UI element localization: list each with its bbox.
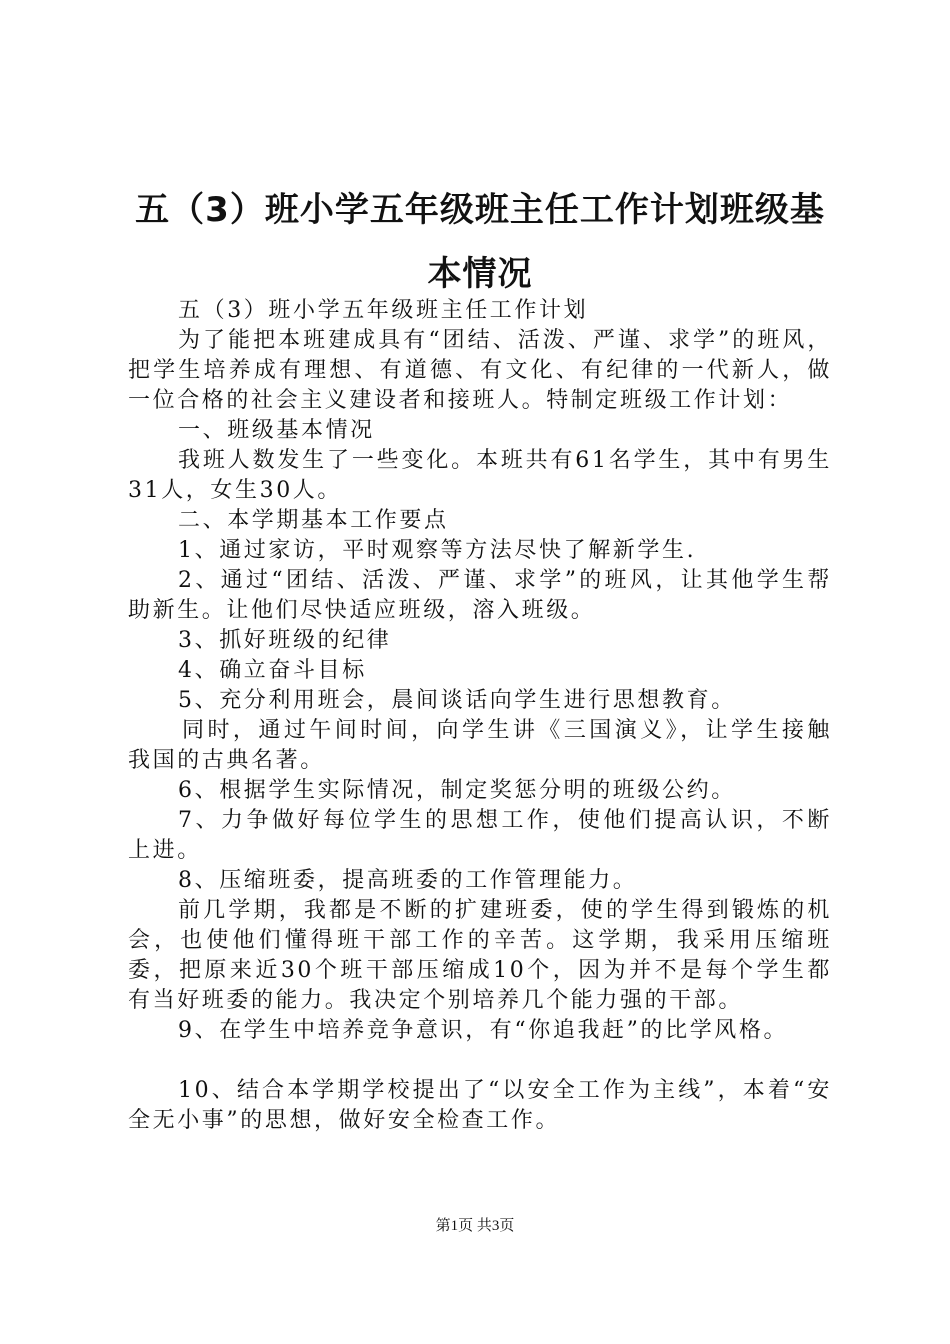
list-item-4: 4、确立奋斗目标 xyxy=(178,658,367,683)
paragraph-gap xyxy=(128,1046,832,1076)
list-item-8: 8、压缩班委，提高班委的工作管理能力。 xyxy=(178,868,638,893)
list-item-10: 10、结合本学期学校提出了“以安全工作为主线”，本着“安全无小事”的思想，做好安全检查工作。 xyxy=(128,1078,832,1133)
paragraph-classics-reading: 同时，通过午间时间，向学生讲《三国演义》，让学生接触我国的古典名著。 xyxy=(128,718,832,773)
paragraph-class-size: 我班人数发生了一些变化。本班共有61名学生，其中有男生31人，女生30人。 xyxy=(128,448,832,503)
section-heading-basic-situation: 一、班级基本情况 xyxy=(178,418,375,443)
list-item-2: 2、通过“团结、活泼、严谨、求学”的班风，让其他学生帮助新生。让他们尽快适应班级，溶入班级。 xyxy=(128,568,832,623)
paragraph-intro: 为了能把本班建成具有“团结、活泼、严谨、求学”的班风，把学生培养成有理想、有道德、有文化、有纪律的一代新人，做一位合格的社会主义建设者和接班人。特制定班级工作计划： xyxy=(128,328,832,413)
list-item-6: 6、根据学生实际情况，制定奖惩分明的班级公约。 xyxy=(178,778,736,803)
list-item-9: 9、在学生中培养竞争意识，有“你追我赶”的比学风格。 xyxy=(178,1018,789,1043)
page-number-footer: 第1页 共3页 xyxy=(435,1218,515,1234)
list-item-3: 3、抓好班级的纪律 xyxy=(178,628,392,653)
document-title: 五（3）班小学五年级班主任工作计划班级基本情况 xyxy=(135,190,825,294)
list-item-1: 1、通过家访，平时观察等方法尽快了解新学生. xyxy=(178,538,697,563)
paragraph-plan-heading: 五（3）班小学五年级班主任工作计划 xyxy=(178,298,589,323)
list-item-7: 7、力争做好每位学生的思想工作，使他们提高认识，不断上进。 xyxy=(128,808,832,863)
paragraph-committee: 前几学期，我都是不断的扩建班委，使的学生得到锻炼的机会，也使他们懂得班干部工作的辛苦。这学期，我采用压缩班委，把原来近30个班干部压缩成10个，因为并不是每个学生都有当好班委的能力。我决定个别培养几个能力强的干部。 xyxy=(128,898,832,1013)
section-heading-work-points: 二、本学期基本工作要点 xyxy=(178,508,449,533)
list-item-5: 5、充分利用班会，晨间谈话向学生进行思想教育。 xyxy=(178,688,736,713)
document-body xyxy=(128,296,832,1136)
